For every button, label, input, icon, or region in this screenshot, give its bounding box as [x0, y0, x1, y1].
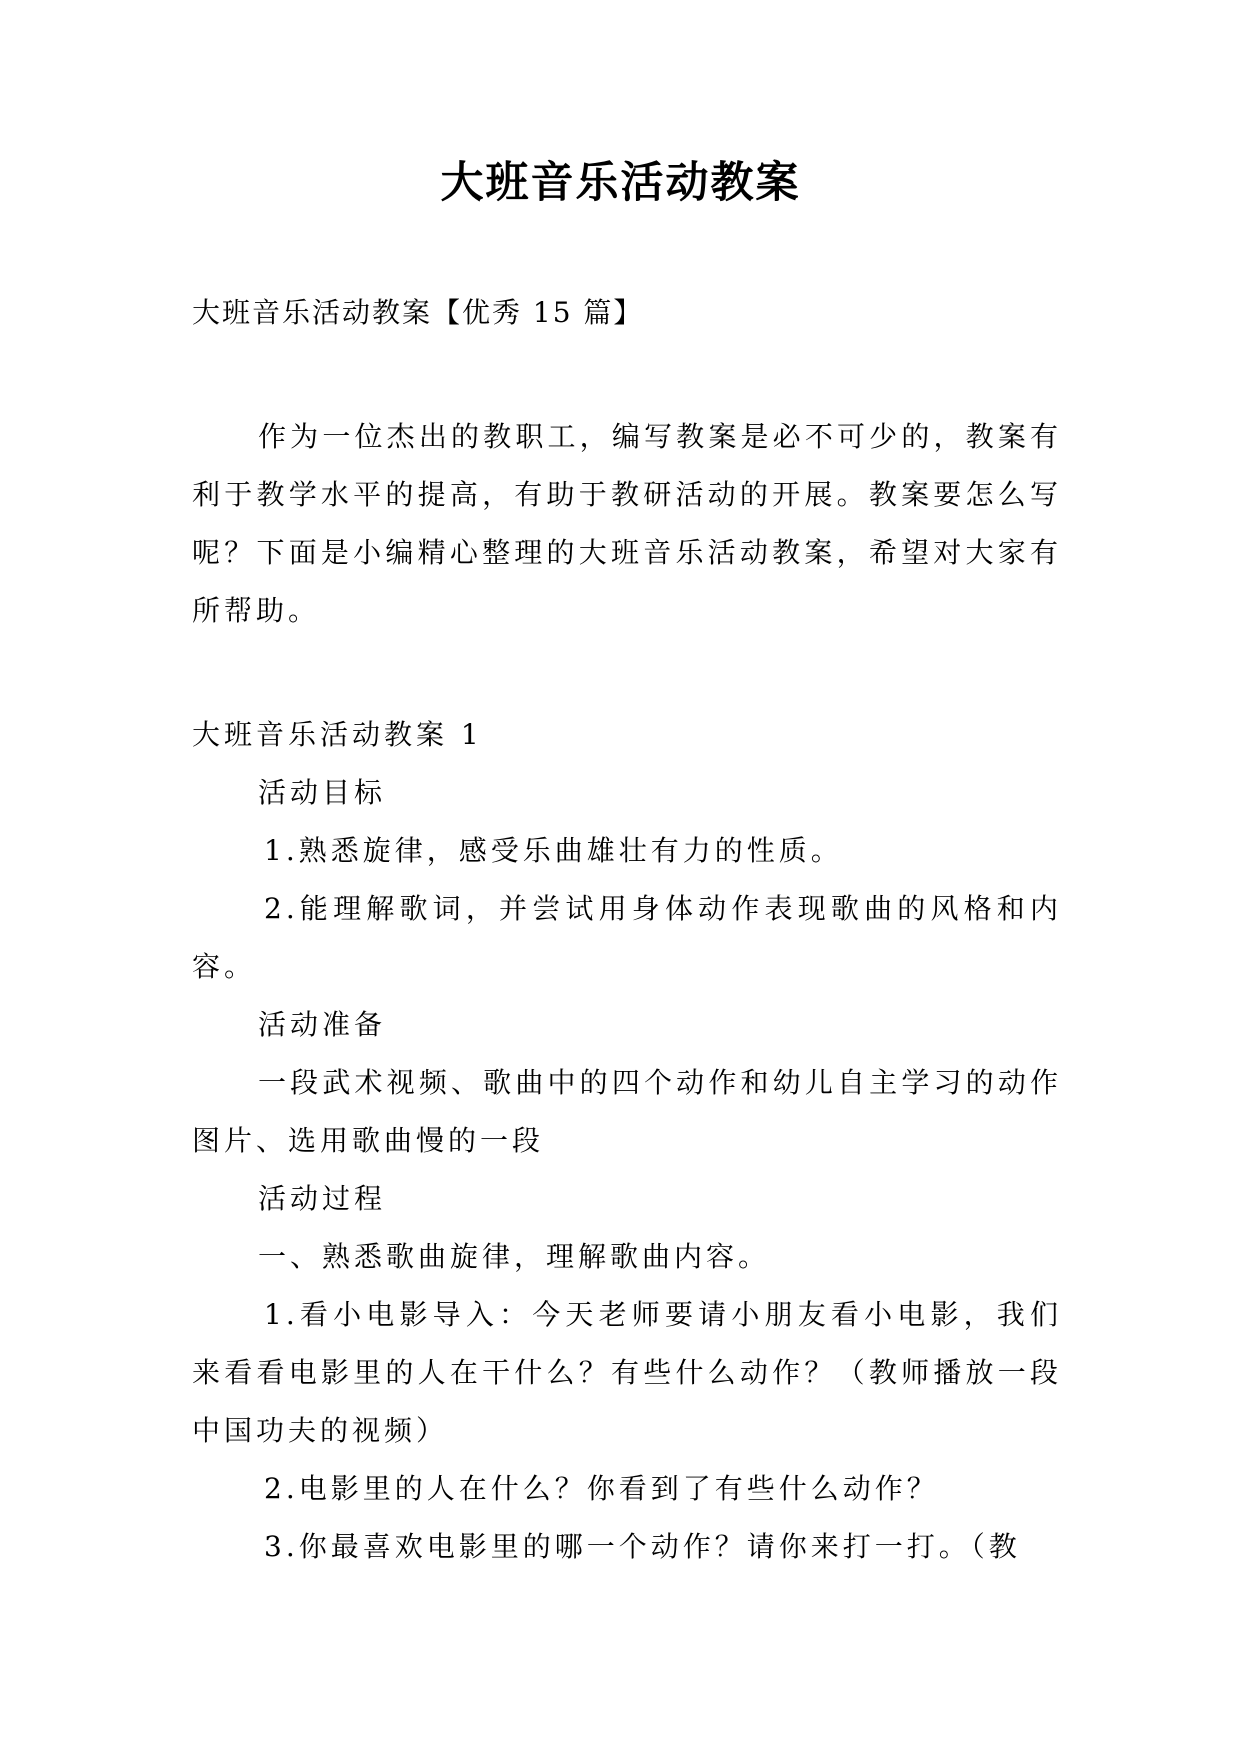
paragraph-activity-goals-heading: 活动目标: [258, 776, 387, 809]
document-body: [192, 706, 1062, 1576]
document-subtitle: 大班音乐活动教案【优秀 15 篇】: [192, 296, 644, 329]
intro-paragraph: 作为一位杰出的教职工，编写教案是必不可少的，教案有利于教学水平的提高，有助于教研活动的开展。教案要怎么写呢？下面是小编精心整理的大班音乐活动教案，希望对大家有所帮助。: [192, 420, 1062, 627]
paragraph-process-step-1: 1.看小电影导入：今天老师要请小朋友看小电影，我们来看看电影里的人在干什么？有些什么动作？（教师播放一段中国功夫的视频）: [192, 1298, 1062, 1447]
paragraph-goal-2: 2.能理解歌词，并尝试用身体动作表现歌曲的风格和内容。: [192, 892, 1062, 983]
section-heading: 大班音乐活动教案 1: [192, 718, 483, 751]
paragraph-process-part-1: 一、熟悉歌曲旋律，理解歌曲内容。: [258, 1240, 771, 1273]
paragraph-activity-process-heading: 活动过程: [258, 1182, 387, 1215]
paragraph-activity-prep: 一段武术视频、歌曲中的四个动作和幼儿自主学习的动作图片、选用歌曲慢的一段: [192, 1066, 1062, 1157]
page-title: 大班音乐活动教案: [440, 158, 801, 208]
paragraph-process-step-3: 3.你最喜欢电影里的哪一个动作？请你来打一打。（教: [264, 1530, 1021, 1563]
paragraph-activity-prep-heading: 活动准备: [258, 1008, 387, 1041]
paragraph-process-step-2: 2.电影里的人在什么？你看到了有些什么动作？: [264, 1472, 939, 1505]
paragraph-goal-1: 1.熟悉旋律，感受乐曲雄壮有力的性质。: [264, 834, 843, 867]
